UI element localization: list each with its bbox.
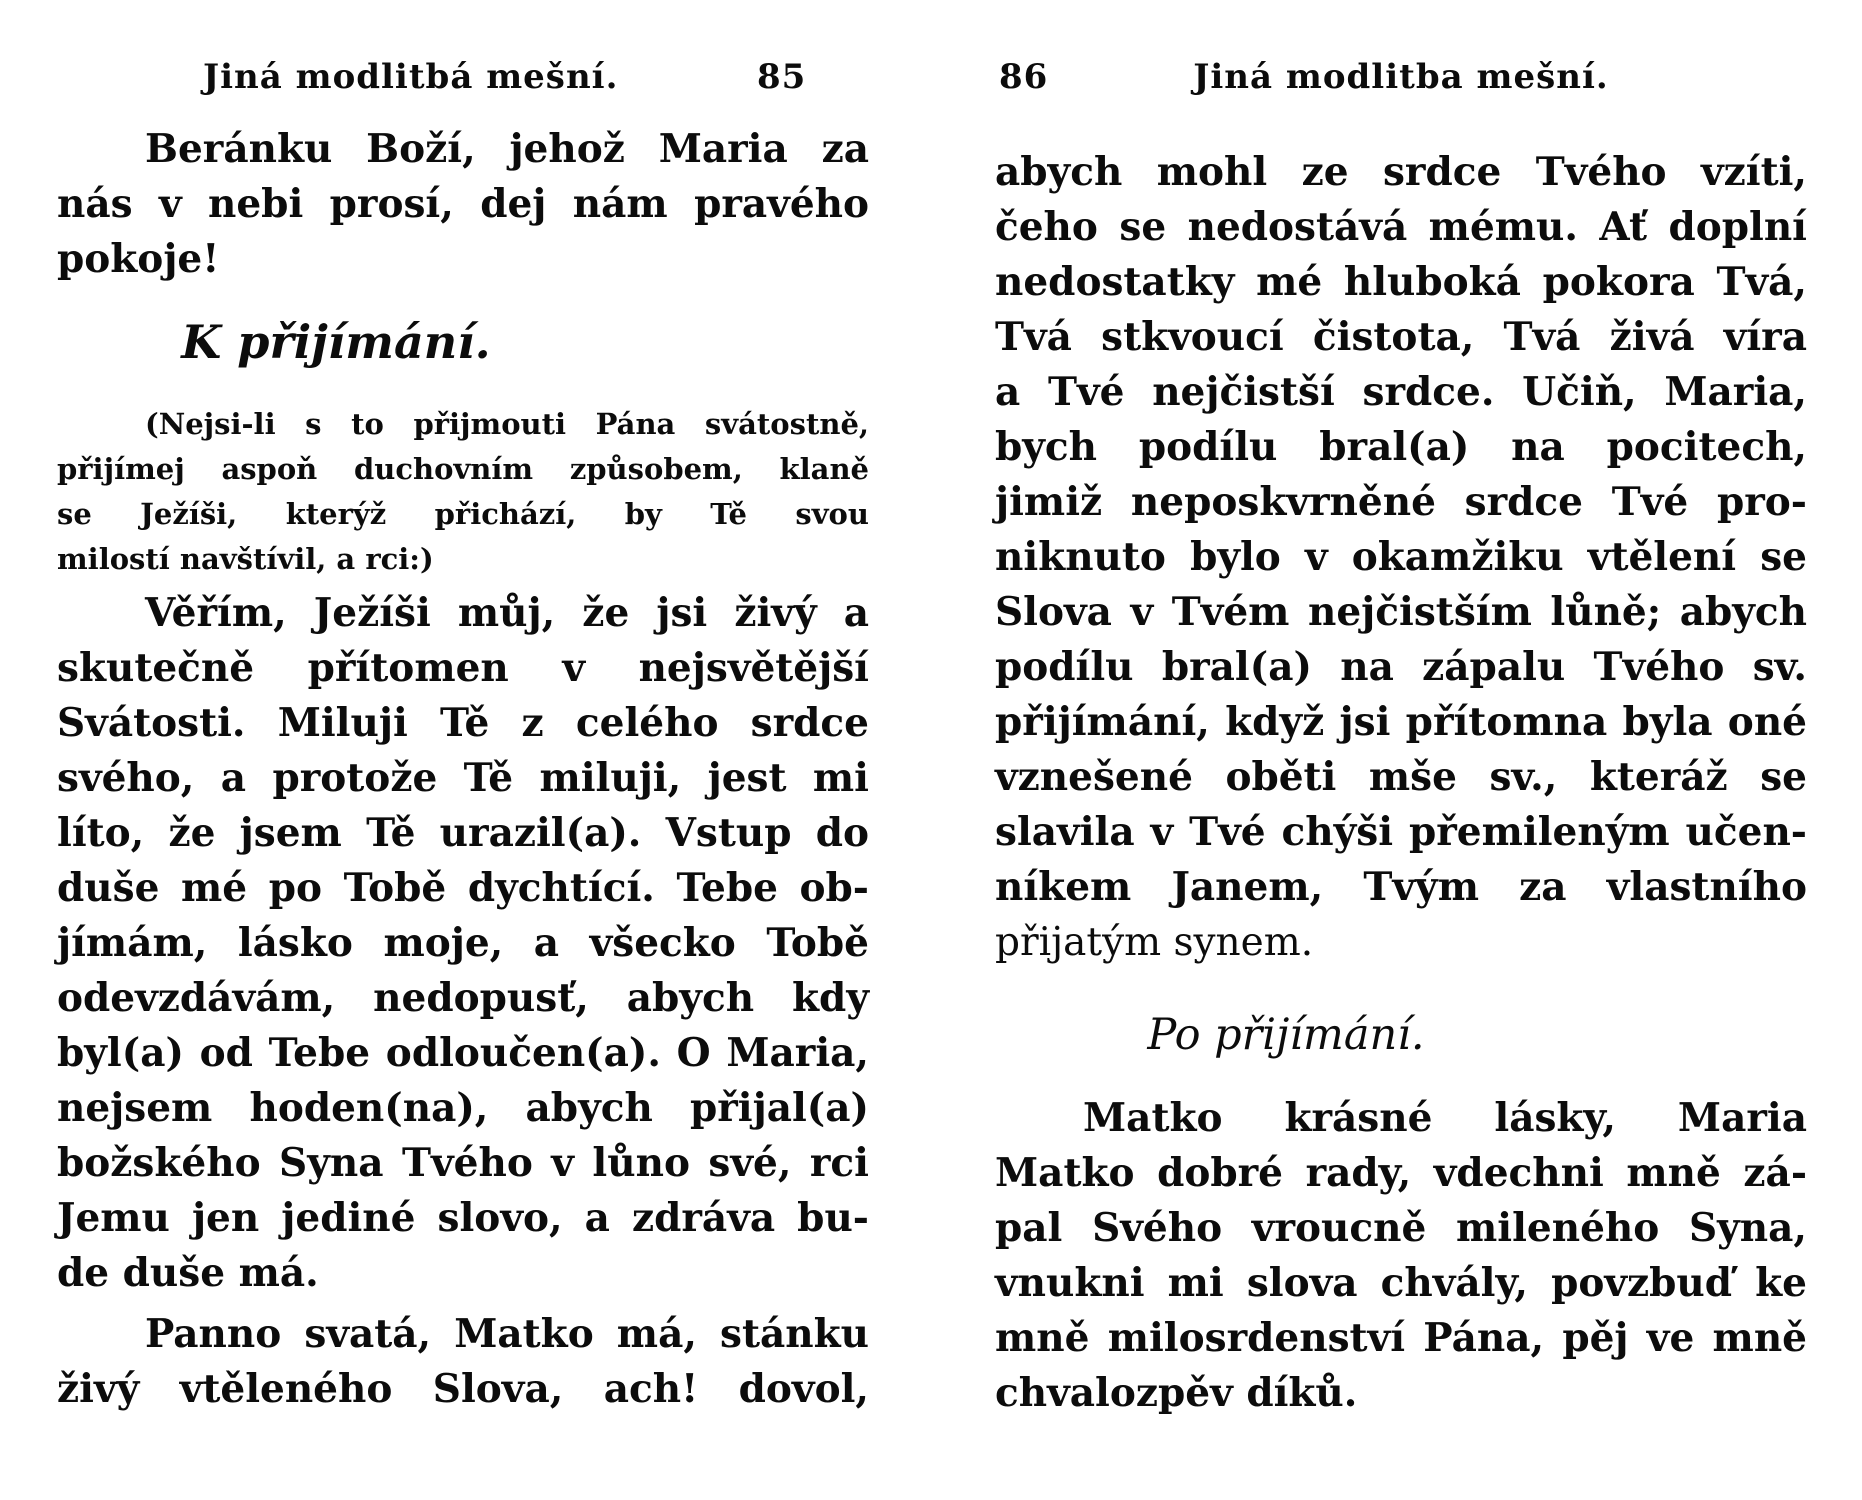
text-line: chvalozpěv díků.	[995, 1370, 1358, 1416]
text-line: Tvá stkvoucí čistota, Tvá živá víra	[995, 314, 1807, 360]
text-line: přijatým synem.	[995, 920, 1314, 965]
text-line: milostí navštívil, a rci:)	[57, 542, 434, 576]
text-line: skutečně přítomen v nejsvětější	[57, 645, 869, 691]
text-line: přijímání, když jsi přítomna byla oné	[995, 699, 1807, 745]
text-line: nejsem hoden(na), abych přijal(a)	[57, 1085, 869, 1131]
text-line: podílu bral(a) na zápalu Tvého sv.	[995, 644, 1807, 690]
running-header	[57, 55, 869, 100]
prayer-paragraph	[995, 145, 1807, 970]
text-line: čeho se nedostává mému. Ať doplní	[995, 204, 1807, 250]
section-heading: K přijímání.	[181, 315, 491, 369]
text-line: líto, že jsem Tě urazil(a). Vstup do	[57, 810, 869, 856]
text-line: Matko krásné lásky, Maria	[1083, 1095, 1807, 1141]
text-line: byl(a) od Tebe odloučen(a). O Maria,	[57, 1030, 869, 1076]
text-line: božského Syna Tvého v lůno své, rci	[57, 1140, 869, 1186]
text-line: de duše má.	[57, 1250, 319, 1296]
prayer-paragraph	[57, 586, 869, 1301]
prayer-paragraph	[57, 1307, 869, 1417]
text-line: vnukni mi slova chvály, povzbuď ke	[995, 1260, 1807, 1306]
header-title: Jiná modlitba mešní.	[1193, 57, 1609, 97]
text-line: pokoje!	[57, 236, 220, 282]
text-line: Panno svatá, Matko má, stánku	[145, 1311, 869, 1357]
page-number: 86	[999, 57, 1049, 97]
text-line: Slova v Tvém nejčistším lůně; abych	[995, 589, 1807, 635]
text-line: odevzdávám, nedopusť, abych kdy	[57, 975, 869, 1021]
text-line: a Tvé nejčistší srdce. Učiň, Maria,	[995, 369, 1807, 415]
text-line: niknuto bylo v okamžiku vtělení se	[995, 534, 1807, 580]
text-line: Svátosti. Miluji Tě z celého srdce	[57, 700, 869, 746]
text-line: Matko dobré rady, vdechni mně zá-	[995, 1150, 1807, 1196]
text-line: (Nejsi-li s to přijmouti Pána svátostně,	[145, 407, 869, 441]
text-line: vznešené oběti mše sv., kteráž se	[995, 754, 1807, 800]
text-line: živý vtěleného Slova, ach! dovol,	[57, 1366, 869, 1412]
text-line: se Ježíši, kterýž přichází, by Tě svou	[57, 497, 869, 531]
text-line: jímám, lásko moje, a všecko Tobě	[57, 920, 869, 966]
text-line: slavila v Tvé chýši přemileným učen-	[995, 809, 1807, 855]
section-heading: Po přijímání.	[1147, 1010, 1425, 1060]
text-line: Beránku Boží, jehož Maria za	[145, 126, 869, 172]
text-line: Věřím, Ježíši můj, že jsi živý a	[145, 590, 869, 636]
text-line: přijímej aspoň duchovním způsobem, klaně	[57, 452, 869, 486]
text-line: svého, a protože Tě miluji, jest mi	[57, 755, 869, 801]
text-line: jimiž neposkvrněné srdce Tvé pro-	[995, 479, 1807, 525]
text-line: bych podílu bral(a) na pocitech,	[995, 424, 1807, 470]
text-line: duše mé po Tobě dychtící. Tebe ob-	[57, 865, 869, 911]
running-header	[995, 55, 1807, 100]
page-85	[57, 0, 869, 1500]
header-title: Jiná modlitbá mešní.	[203, 57, 619, 97]
text-line: níkem Janem, Tvým za vlastního	[995, 864, 1807, 910]
text-line: pal Svého vroucně mileného Syna,	[995, 1205, 1807, 1251]
text-line: mně milosrdenství Pána, pěj ve mně	[995, 1315, 1807, 1361]
prayer-paragraph	[995, 1091, 1807, 1421]
text-line: abych mohl ze srdce Tvého vzíti,	[995, 149, 1807, 195]
text-line: nás v nebi prosí, dej nám pravého	[57, 181, 869, 227]
prayer-paragraph	[57, 122, 869, 287]
text-line: nedostatky mé hluboká pokora Tvá,	[995, 259, 1807, 305]
text-line: Jemu jen jediné slovo, a zdráva bu-	[57, 1195, 869, 1241]
rubric-note	[57, 402, 869, 582]
page-86	[995, 0, 1807, 1500]
page-number: 85	[757, 57, 807, 97]
